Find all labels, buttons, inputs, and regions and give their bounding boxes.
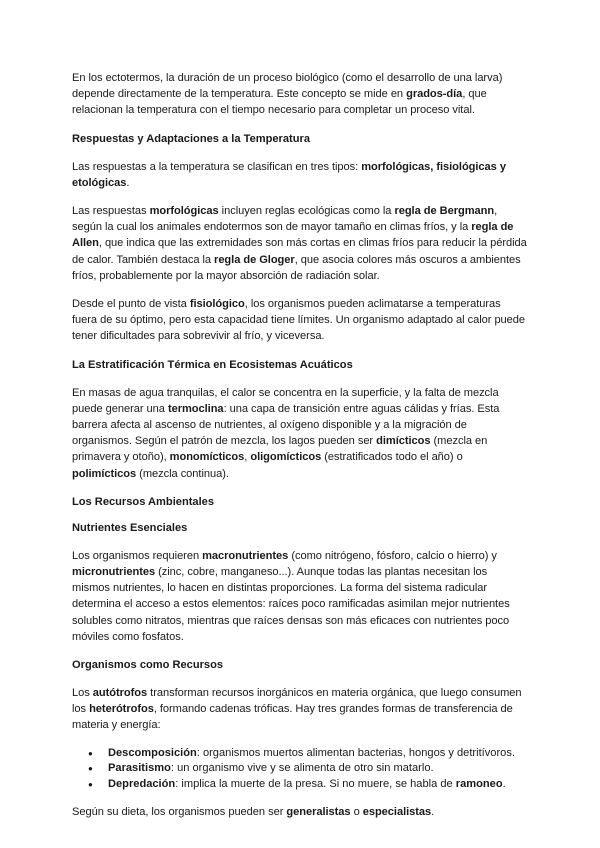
transfer-list — [72, 746, 528, 793]
list-item: ● Parasitismo: un organismo vive y se alimenta de otro sin matarlo. — [108, 761, 528, 777]
heading-recursos-ambientales: Los Recursos Ambientales — [72, 495, 215, 508]
heading-organismos-recursos: Organismos como Recursos — [72, 659, 224, 672]
heading-nutrientes: Nutrientes Esenciales — [72, 521, 188, 534]
paragraph-dieta: Según su dieta, los organismos pueden ser generalistas o especialistas. — [72, 806, 435, 819]
paragraph-tipos-respuesta: Las respuestas a la temperatura se clasifican en tres tipos: morfológicas, fisiológicas y etológicas. — [72, 160, 506, 189]
heading-respuestas: Respuestas y Adaptaciones a la Temperatura — [72, 132, 310, 145]
paragraph-fisiologico: Desde el punto de vista fisiológico, los organismos pueden aclimatarse a temperaturas fuera de su óptimo, pero esta capacidad tiene límites. Un organismo adaptado al calor puede tener dificultades para sobrevivir al frío, y viceversa. — [72, 298, 526, 343]
paragraph-termoclina: En masas de agua tranquilas, el calor se concentra en la superficie, y la falta de mezcla puede generar una termoclina: una capa de transición entre aguas cálidas y frías. Esta barrera afecta al ascenso de nutrientes, al oxígeno disponible y a la migración de organismos. Según el patrón de mezcla, los lagos pueden ser dimícticos (mezcla en primavera y otoño), monomícticos, oligomícticos (estratificados todo el año) o polimícticos (mezcla continua). — [72, 386, 500, 480]
paragraph-reglas-morfologicas: Las respuestas morfológicas incluyen reglas ecológicas como la regla de Bergmann, según la cual los animales endotermos son de mayor tamaño en climas fríos, y la regla de Allen, que indica que las extremidades son más cortas en climas fríos para reducir la pérdida de calor. También destaca la regla de Gloger, que asocia colores más oscuros a ambientes fríos, probablemente por la mayor absorción de radiación solar. — [72, 205, 527, 282]
paragraph-autotrofos: Los autótrofos transforman recursos inorgánicos en materia orgánica, que luego consumen los heterótrofos, formando cadenas tróficas. Hay tres grandes formas de transferencia de materia y energía: — [72, 687, 522, 732]
list-item: ● Descomposición: organismos muertos alimentan bacterias, hongos y detritívoros. — [108, 746, 528, 762]
heading-estratificacion: La Estratificación Térmica en Ecosistemas Acuáticos — [72, 358, 353, 371]
list-item: ● Depredación: implica la muerte de la presa. Si no muere, se habla de ramoneo. — [108, 777, 528, 793]
paragraph-grados-dia: En los ectotermos, la duración de un proceso biológico (como el desarrollo de una larva) depende directamente de la temperatura. Este concepto se mide en grados-día, que relacionan la temperatura con el tiempo necesario para completar un proceso vital. — [72, 72, 503, 117]
paragraph-nutrientes: Los organismos requieren macronutrientes (como nitrógeno, fósforo, calcio o hierro) y micronutrientes (zinc, cobre, manganeso...). Aunque todas las plantas necesitan los mismos nutrientes, lo hacen en distintas proporciones. La forma del sistema radicular determina el acceso a estos elementos: raíces poco ramificadas asimilan mejor nutrientes solubles como nitratos, mientras que raíces densas son más eficaces con nutrientes poco móviles como fosfatos. — [72, 549, 510, 643]
